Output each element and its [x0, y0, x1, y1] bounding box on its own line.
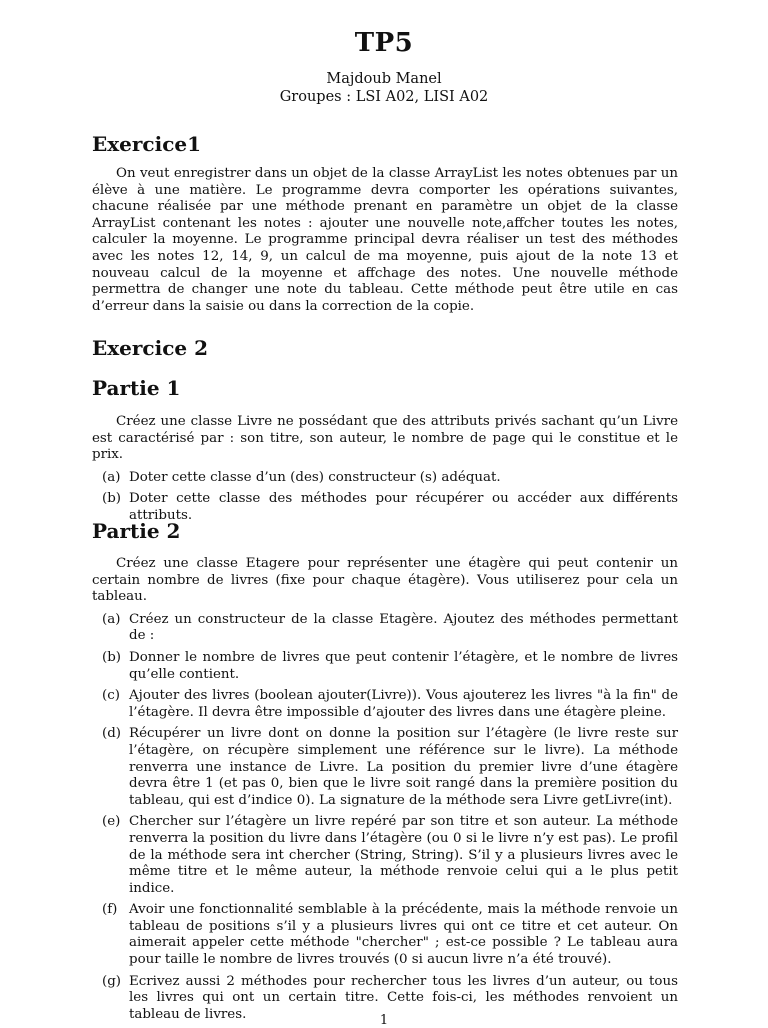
list-item — [92, 612, 678, 645]
exercise2-heading: Exercice 2 — [92, 336, 208, 360]
item-text: Récupérer un livre dont on donne la position sur l’étagère (le livre reste sur l’étagère, on récupère simplement une référence sur le livre). La méthode renverra une instance de Livre. La position du premier livre d’une étagère devra être 1 (et pas 0, bien que le livre soit rangé dans la première position du tableau, qui est d’indice 0). La signature de la méthode sera Livre getLivre(int). — [129, 726, 678, 808]
item-text: Ecrivez aussi 2 méthodes pour rechercher tous les livres d’un auteur, ou tous les livres qui ont un certain titre. Cette fois-ci, les méthodes renvoient un tableau de livres. — [129, 973, 678, 1022]
list-item — [92, 650, 678, 683]
item-text: Chercher sur l’étagère un livre repéré par son titre et son auteur. La méthode renverra la position du livre dans l’étagère (ou 0 si le livre n’y est pas). Le profil de la méthode sera int chercher (String, String). S’il y a plusieurs livres avec le même titre et le même auteur, la méthode renvoie celui qui a le plus petit indice. — [129, 814, 678, 896]
part2-list — [92, 612, 678, 1024]
exercise1-section — [92, 166, 678, 315]
page-number: 1 — [379, 1013, 389, 1028]
item-label: (d) — [102, 726, 122, 742]
item-label: (c) — [102, 688, 120, 704]
list-item — [92, 470, 678, 487]
part2-heading: Partie 2 — [92, 519, 181, 543]
part1-intro: Créez une classe Livre ne possédant que des attributs privés sachant qu’un Livre est caractérisé par : son titre, son auteur, le nombre de page qui le constitue et le prix. — [92, 414, 678, 463]
list-item — [92, 688, 678, 721]
part1-heading: Partie 1 — [92, 376, 181, 400]
item-label: (f) — [102, 902, 118, 918]
item-text: Ajouter des livres (boolean ajouter(Livre)). Vous ajouterez les livres "à la fin" de l’étagère. Il devra être impossible d’ajouter des livres dans une étagère pleine. — [129, 688, 678, 720]
item-label: (b) — [102, 649, 122, 665]
item-text: Doter cette classe d’un (des) constructeur (s) adéquat. — [129, 469, 501, 485]
item-label: (b) — [102, 491, 122, 507]
exercise1-text: On veut enregistrer dans un objet de la classe ArrayList les notes obtenues par un élève à une matière. Le programme devra comporter les opérations suivantes, chacune réalisée par une méthode prenant en paramètre un objet de la classe ArrayList contenant les notes : ajouter une nouvelle note,affcher toutes les notes, calculer la moyenne. Le programme principal devra réaliser un test des méthodes avec les notes 12, 14, 9, un calcul de ma moyenne, puis ajout de la note 13 et nouveau calcul de la moyenne et affchage des notes. Une nouvelle méthode permettra de changer une note du tableau. Cette méthode peut être utile en cas d’erreur dans la saisie ou dans la correction de la copie. — [92, 166, 678, 314]
list-item — [92, 726, 678, 809]
item-label: (e) — [102, 814, 121, 830]
part1-list — [92, 470, 678, 525]
part1-section — [92, 414, 678, 530]
item-text: Avoir une fonctionnalité semblable à la précédente, mais la méthode renvoie un tableau de positions s’il y a plusieurs livres qui ont ce titre et cet auteur. On aimerait appeler cette méthode "chercher" ; est-ce possible ? Le tableau aura pour taille le nombre de livres trouvés (0 si aucun livre n’a été trouvé). — [129, 902, 678, 968]
list-item — [92, 814, 678, 897]
author-name: Majdoub Manel — [326, 71, 442, 87]
item-text: Créez un constructeur de la classe Etagère. Ajoutez des méthodes permettant de : — [129, 611, 678, 644]
list-item — [92, 902, 678, 968]
item-label: (a) — [102, 611, 121, 627]
page-title: TP5 — [354, 28, 414, 58]
part2-intro: Créez une classe Etagere pour représenter une étagère qui peut contenir un certain nombre de livres (fixe pour chaque étagère). Vous utiliserez pour cela un tableau. — [92, 556, 678, 605]
groups-line: Groupes : LSI A02, LISI A02 — [279, 89, 489, 105]
item-label: (a) — [102, 469, 121, 485]
item-text: Doter cette classe des méthodes pour récupérer ou accéder aux différents attributs. — [129, 491, 678, 523]
item-text: Donner le nombre de livres que peut contenir l’étagère, et le nombre de livres qu’elle contient. — [129, 649, 678, 682]
exercise1-heading: Exercice1 — [92, 132, 202, 156]
item-label: (g) — [102, 973, 122, 989]
part2-section — [92, 556, 678, 1028]
